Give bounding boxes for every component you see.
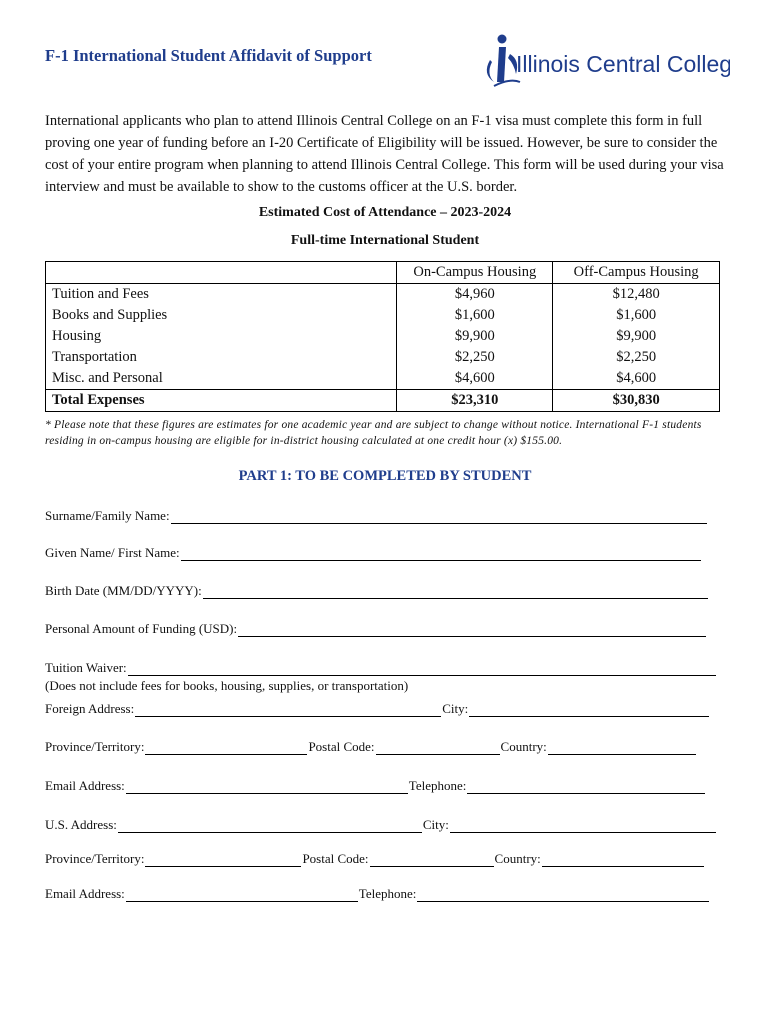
given-name-field[interactable] [181,546,701,561]
birth-date-label: Birth Date (MM/DD/YYYY): [45,583,202,598]
table-row [46,284,720,306]
foreign-address-field[interactable] [135,702,441,717]
row-off-campus: $4,600 [616,370,657,386]
row-on-campus: $4,960 [397,284,553,306]
cost-table-subtitle: Full-time International Student [290,233,480,248]
table-header-off-campus: Off-Campus Housing [553,262,720,284]
row-label: Housing [46,326,397,347]
cost-footnote: * Please note that these figures are estimates for one academic year and are subject to change without notice. International F-1 students residing in on-campus housing are eligible for in-district housing calculated at one credit hour (x) $155.00. [45,419,702,447]
us-email-label: Email Address: [45,886,125,901]
us-telephone-label: Telephone: [358,886,417,901]
row-off-campus: $2,250 [616,349,657,365]
foreign-telephone-label: Telephone: [408,778,467,793]
college-logo [480,30,730,90]
tuition-waiver-row [45,660,717,676]
row-on-campus: $1,600 [397,305,553,326]
foreign-address-row [45,701,710,717]
foreign-postal-label: Postal Code: [308,739,375,754]
birth-date-field[interactable] [203,584,708,599]
us-postal-label: Postal Code: [302,851,369,866]
foreign-country-field[interactable] [548,740,696,755]
us-province-row [45,851,705,867]
foreign-province-label: Province/Territory: [45,739,145,754]
table-row [46,326,720,347]
us-email-field[interactable] [126,887,358,902]
row-on-campus: $4,600 [397,368,553,390]
us-country-field[interactable] [542,852,704,867]
cost-table [45,261,720,412]
tuition-waiver-note: (Does not include fees for books, housing, supplies, or transportation) [45,678,409,693]
row-label: Books and Supplies [46,305,397,326]
surname-label: Surname/Family Name: [45,508,170,523]
row-off-campus: $9,900 [616,328,657,344]
foreign-province-field[interactable] [145,740,307,755]
table-row [46,347,720,368]
tuition-waiver-label: Tuition Waiver: [45,660,127,675]
row-off-campus: $12,480 [612,286,660,302]
table-row [46,305,720,326]
us-postal-field[interactable] [370,852,494,867]
intro-paragraph: International applicants who plan to attend Illinois Central College on an F-1 visa must complete this form in full proving one year of funding before an I-20 Certificate of Eligibility will be issued. However, be sure to consider the cost of your entire program when planning to attend Illinois Central College. This form will be used during your visa interview and must be available to show to the customs officer at the U.S. border. [45,113,724,195]
given-name-row [45,545,702,561]
funding-field[interactable] [238,622,706,637]
us-address-label: U.S. Address: [45,817,117,832]
us-telephone-field[interactable] [417,887,709,902]
row-off-campus: $1,600 [616,307,657,323]
row-on-campus: $9,900 [397,326,553,347]
funding-row [45,621,707,637]
us-address-field[interactable] [118,818,422,833]
foreign-telephone-field[interactable] [467,779,705,794]
us-province-field[interactable] [145,852,301,867]
us-city-label: City: [422,817,449,832]
us-city-field[interactable] [450,818,716,833]
birth-date-row [45,583,709,599]
us-address-row [45,817,717,833]
tuition-waiver-field[interactable] [128,661,716,676]
table-header-row [46,262,720,284]
foreign-email-row [45,778,706,794]
row-on-campus: $2,250 [397,347,553,368]
table-total-row [46,390,720,412]
foreign-address-label: Foreign Address: [45,701,135,716]
given-name-label: Given Name/ First Name: [45,545,180,560]
surname-row [45,508,708,524]
part1-title: PART 1: TO BE COMPLETED BY STUDENT [238,468,532,484]
row-label: Transportation [46,347,397,368]
logo-text: Illinois Central College [516,51,730,77]
foreign-province-row [45,739,697,755]
funding-label: Personal Amount of Funding (USD): [45,621,238,636]
table-header-on-campus: On-Campus Housing [397,262,553,284]
table-row [46,368,720,390]
total-off-campus: $30,830 [553,390,720,412]
total-label: Total Expenses [46,390,397,412]
row-label: Tuition and Fees [46,284,397,306]
college-logo-mark [480,30,730,90]
foreign-email-label: Email Address: [45,778,125,793]
row-label: Misc. and Personal [46,368,397,390]
surname-field[interactable] [171,509,707,524]
foreign-email-field[interactable] [126,779,408,794]
cost-table-title: Estimated Cost of Attendance – 2023-2024 [258,205,512,220]
us-country-label: Country: [494,851,541,866]
document-title: F-1 International Student Affidavit of Support [45,46,372,65]
foreign-country-label: Country: [500,739,547,754]
total-on-campus: $23,310 [397,390,553,412]
table-header-blank [46,262,397,284]
us-province-label: Province/Territory: [45,851,145,866]
us-email-row [45,886,710,902]
foreign-city-label: City: [442,701,469,716]
foreign-postal-field[interactable] [376,740,500,755]
foreign-city-field[interactable] [469,702,709,717]
